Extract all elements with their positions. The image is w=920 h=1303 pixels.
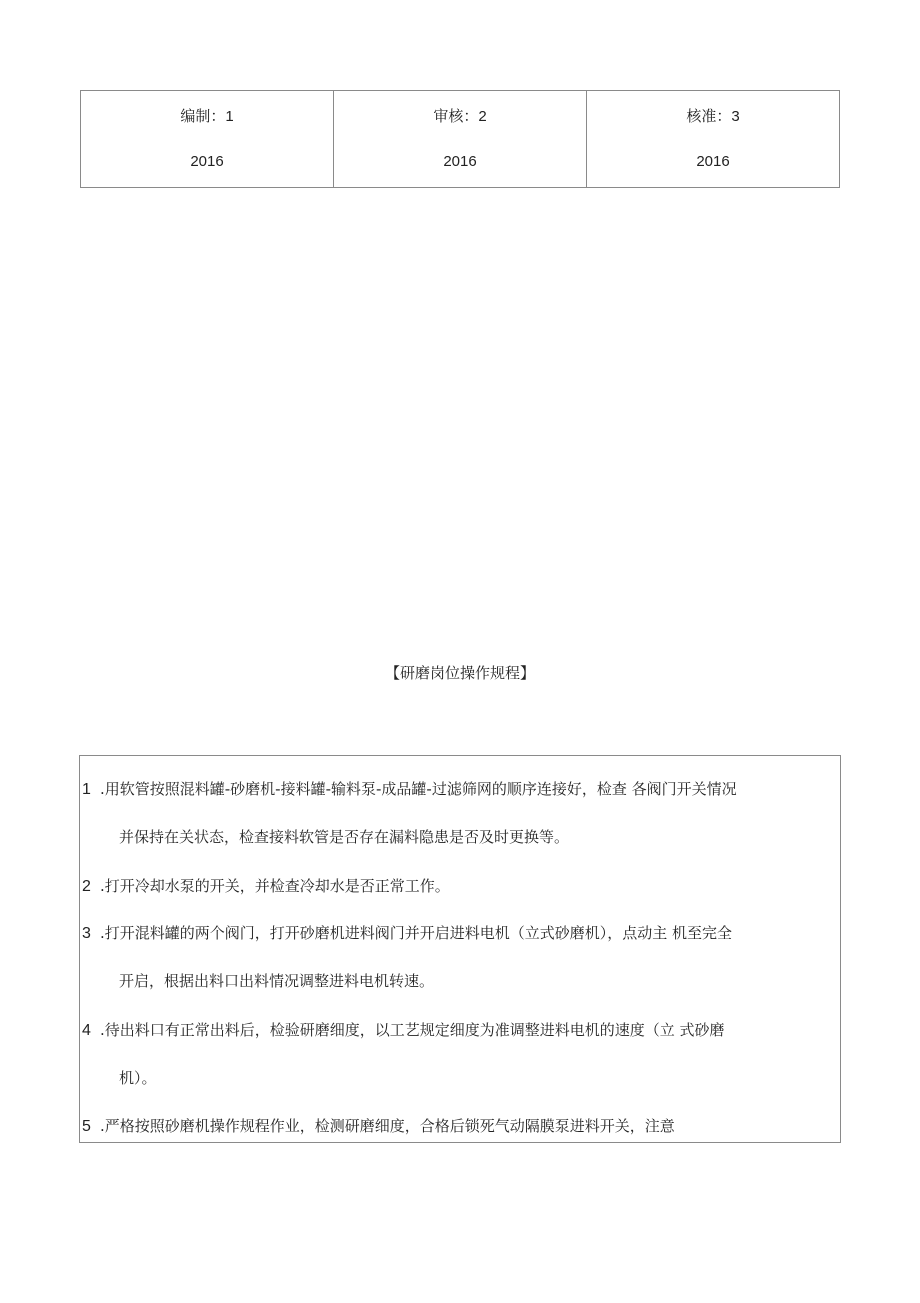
approval-year: 2016 [443, 153, 477, 170]
approval-label-text: 审核： [433, 107, 479, 125]
approval-label [587, 105, 839, 127]
approval-label [334, 105, 586, 127]
approval-label-text: 核准： [686, 107, 732, 125]
step-4-line-1 [82, 1019, 725, 1042]
approval-year: 2016 [190, 153, 224, 170]
approval-label-text: 编制： [180, 107, 226, 125]
approval-value: 1 [225, 108, 234, 125]
step-text: .严格按照砂磨机操作规程作业，检测研磨细度，合格后锁死气动隔膜泵进料开关，注意 [100, 1117, 675, 1135]
step-number: 3 [82, 925, 91, 942]
step-2-line-1 [82, 875, 450, 898]
step-1-line-2: 并保持在关状态，检查接料软管是否存在漏料隐患是否及时更换等。 [119, 828, 570, 846]
step-text: .用软管按照混料罐-砂磨机-接料罐-输料泵-成品罐-过滤筛网的顺序连接好，检查 各阀门开关情况 [100, 780, 737, 798]
step-number: 5 [82, 1118, 91, 1135]
step-4-line-2: 机）。 [119, 1069, 157, 1087]
step-number: 2 [82, 878, 91, 895]
step-3-line-1 [82, 922, 732, 945]
step-1-line-1 [82, 778, 737, 801]
approval-label [81, 105, 333, 127]
step-5-line-1 [82, 1115, 675, 1138]
step-number: 4 [82, 1022, 91, 1039]
step-text: .打开冷却水泵的开关，并检查冷却水是否正常工作。 [100, 877, 450, 895]
approval-cell-approved [587, 91, 840, 188]
step-text: .待出料口有正常出料后，检验研磨细度，以工艺规定细度为准调整进料电机的速度（立 式砂磨 [100, 1021, 725, 1039]
step-3-line-2: 开启，根据出料口出料情况调整进料电机转速。 [119, 972, 435, 990]
approval-year: 2016 [696, 153, 730, 170]
approval-cell-compiled [81, 91, 334, 188]
procedure-steps-box [79, 755, 841, 1143]
approval-value: 2 [478, 108, 487, 125]
approval-row [81, 91, 840, 188]
document-title: 【研磨岗位操作规程】 [384, 664, 535, 682]
approval-value: 3 [731, 108, 740, 125]
approval-cell-reviewed [334, 91, 587, 188]
approval-table [80, 90, 840, 188]
step-text: .打开混料罐的两个阀门，打开砂磨机进料阀门并开启进料电机（立式砂磨机），点动主 机至完全 [100, 924, 733, 942]
step-number: 1 [82, 781, 91, 798]
